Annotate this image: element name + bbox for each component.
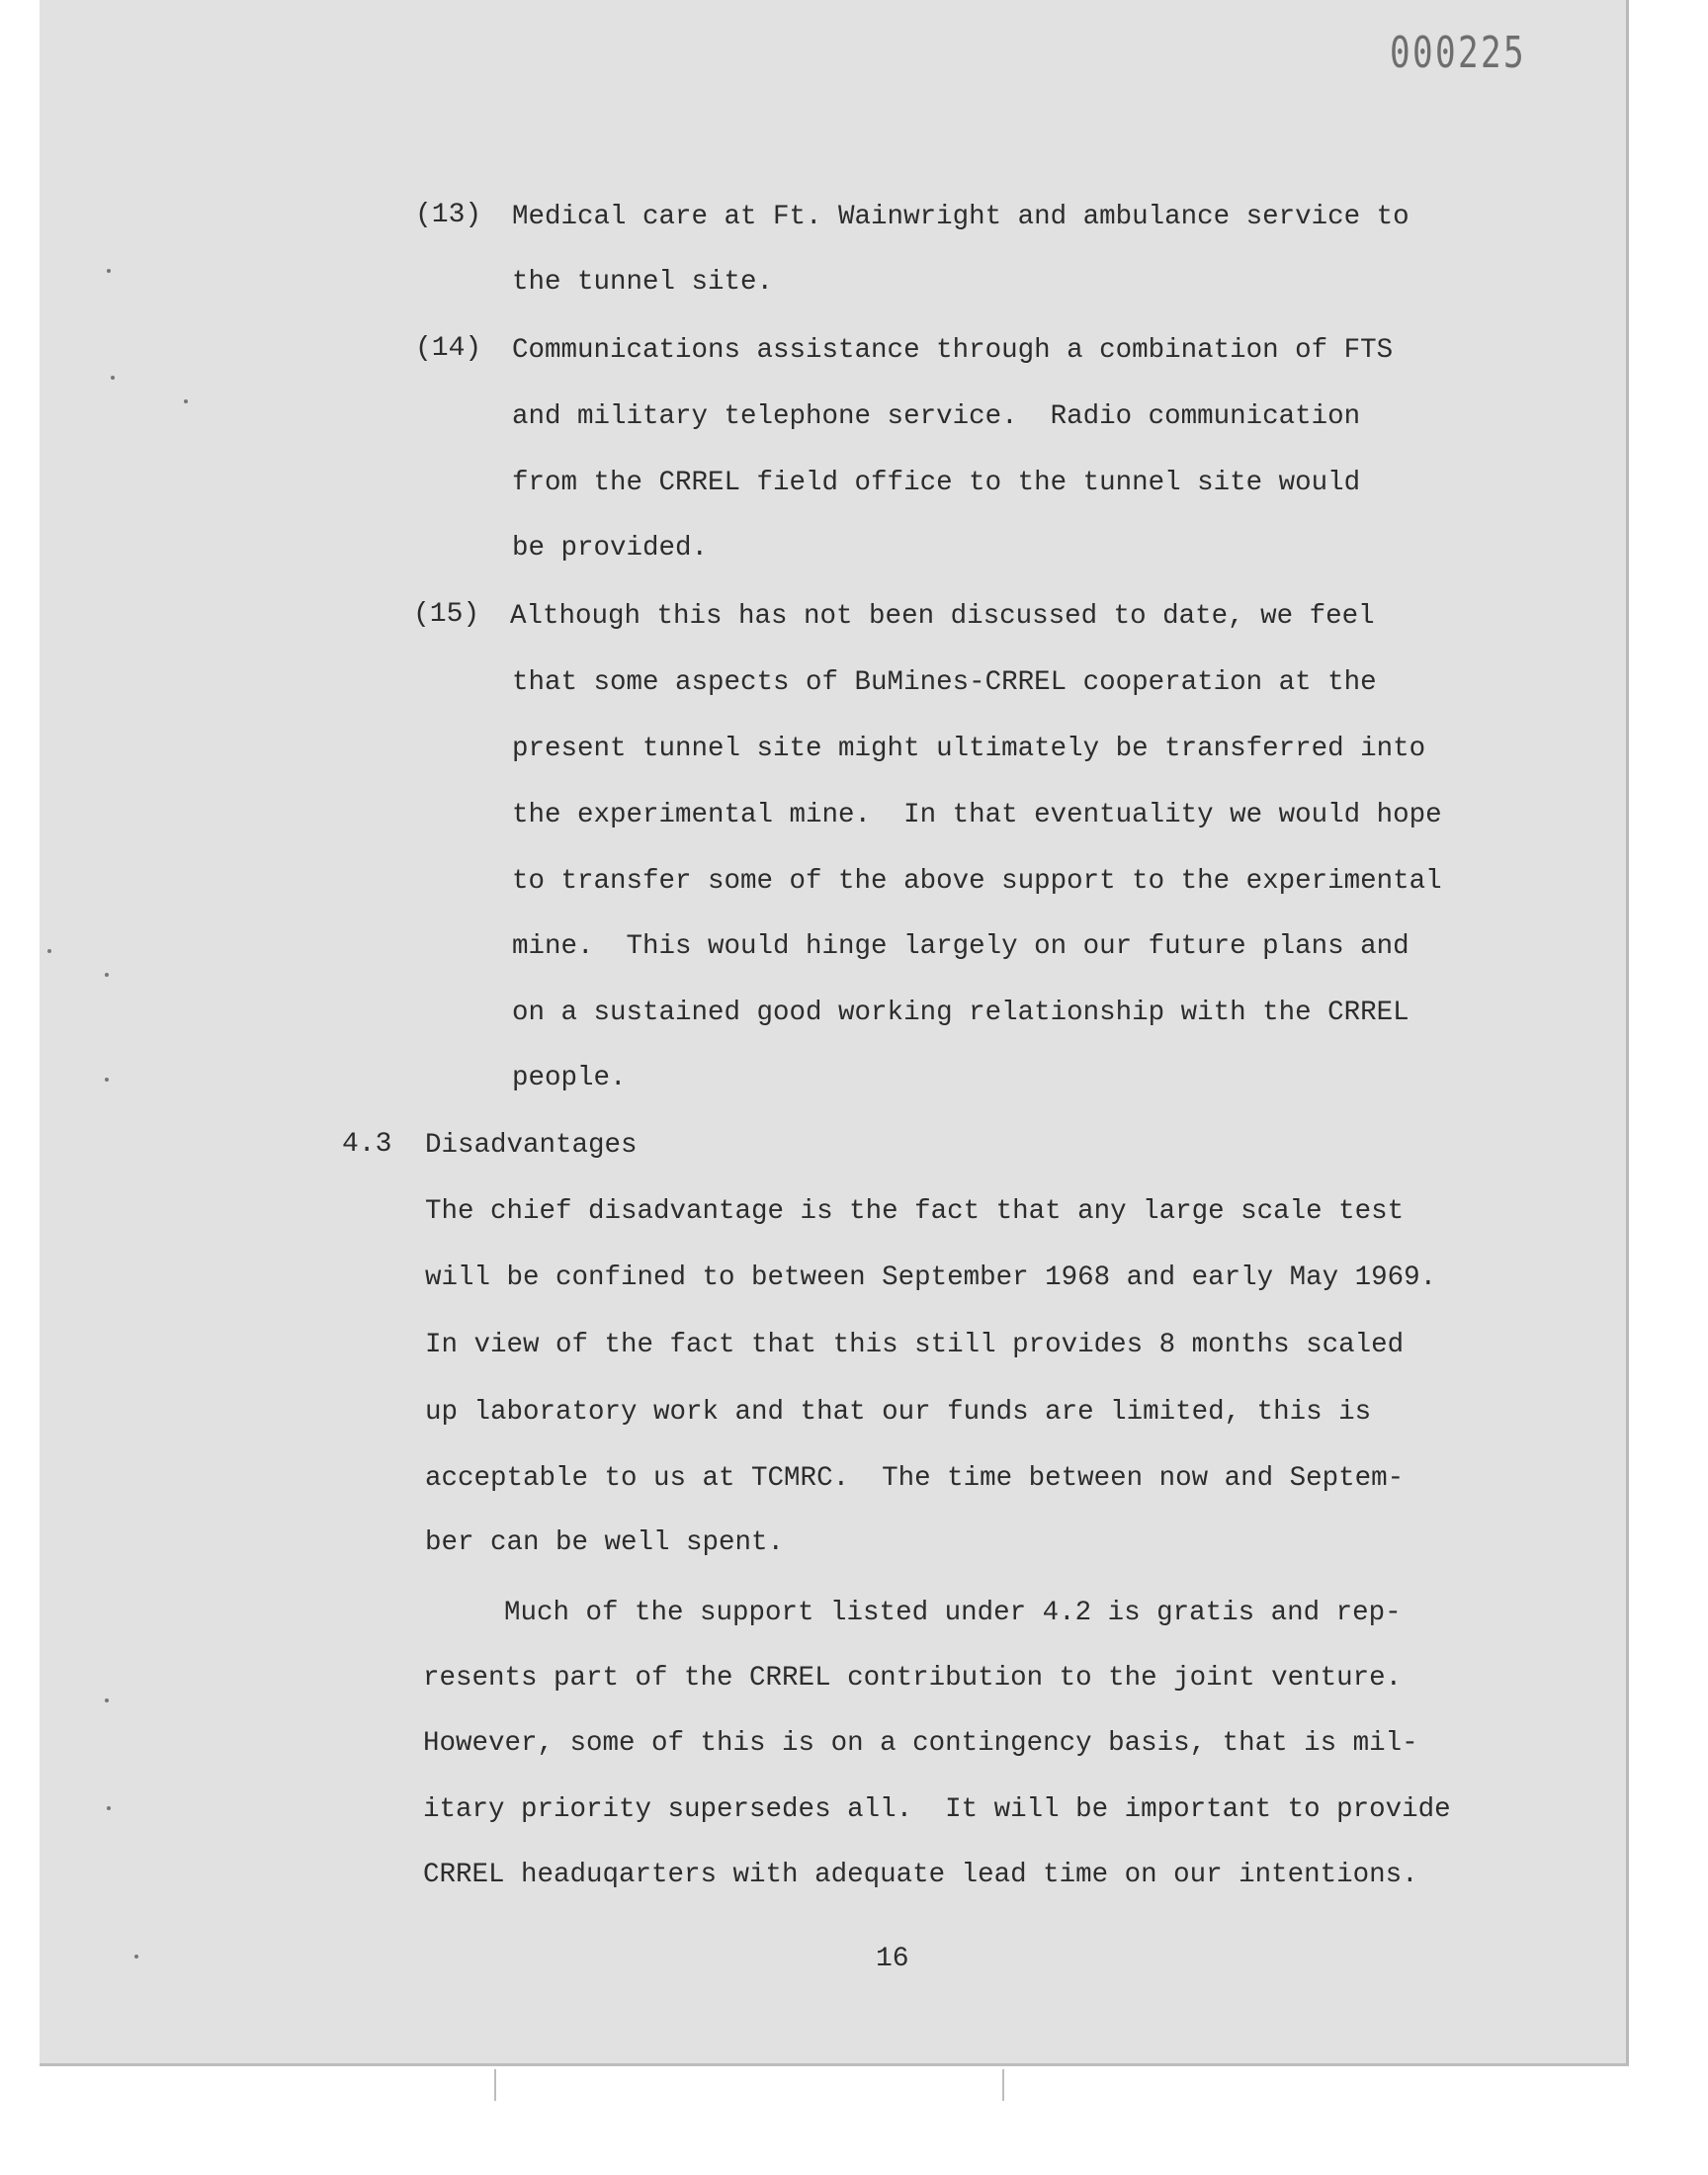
scan-speck xyxy=(107,1806,111,1810)
item-15-number: (15) xyxy=(413,599,480,630)
paragraph-1-line-6: ber can be well spent. xyxy=(425,1527,785,1558)
item-15-line-5: to transfer some of the above support to the experimental xyxy=(512,866,1442,897)
scan-speck xyxy=(47,949,51,953)
paragraph-1-line-1: The chief disadvantage is the fact that any large scale test xyxy=(425,1196,1405,1227)
scan-speck xyxy=(184,399,188,403)
item-14-line-2: and military telephone service. Radio communication xyxy=(512,401,1361,432)
section-number: 4.3 xyxy=(342,1129,392,1160)
item-14-line-1: Communications assistance through a combination of FTS xyxy=(512,335,1394,366)
document-number: 000225 xyxy=(1390,28,1527,78)
item-15-line-1: Although this has not been discussed to date, we feel xyxy=(510,601,1375,632)
page-edge-mark xyxy=(494,2069,496,2101)
paragraph-1-line-5: acceptable to us at TCMRC. The time between now and Septem- xyxy=(425,1463,1405,1494)
item-14-line-4: be provided. xyxy=(512,533,709,564)
page-number: 16 xyxy=(876,1944,909,1974)
paragraph-2-line-2: resents part of the CRREL contribution to the joint venture. xyxy=(423,1663,1403,1694)
item-14-line-3: from the CRREL field office to the tunnel site would xyxy=(512,468,1361,498)
paragraph-1-line-2: will be confined to between September 1968 and early May 1969. xyxy=(425,1262,1437,1293)
item-15-line-4: the experimental mine. In that eventuality we would hope xyxy=(512,800,1442,830)
item-15-line-2: that some aspects of BuMines-CRREL cooperation at the xyxy=(512,667,1377,698)
item-13-line-1: Medical care at Ft. Wainwright and ambulance service to xyxy=(512,202,1409,232)
scan-speck xyxy=(105,1078,109,1082)
paragraph-2-line-4: itary priority supersedes all. It will be important to provide xyxy=(423,1794,1451,1825)
paragraph-2-line-1: Much of the support listed under 4.2 is gratis and rep- xyxy=(504,1598,1402,1628)
item-13-line-2: the tunnel site. xyxy=(512,267,774,298)
paragraph-1-line-4: up laboratory work and that our funds are limited, this is xyxy=(425,1397,1372,1428)
item-15-line-6: mine. This would hinge largely on our future plans and xyxy=(512,931,1409,962)
section-title: Disadvantages xyxy=(425,1130,638,1161)
scan-speck xyxy=(134,1955,138,1958)
scan-speck xyxy=(111,376,115,380)
scan-speck xyxy=(105,1698,109,1702)
item-13-number: (13) xyxy=(415,200,482,230)
item-15-line-7: on a sustained good working relationship with the CRREL xyxy=(512,998,1409,1028)
item-15-line-8: people. xyxy=(512,1063,627,1093)
paragraph-2-line-5: CRREL headuqarters with adequate lead time on our intentions. xyxy=(423,1860,1418,1890)
page-edge-mark xyxy=(1002,2069,1004,2101)
scan-speck xyxy=(107,269,111,273)
paragraph-1-line-3: In view of the fact that this still provides 8 months scaled xyxy=(425,1330,1405,1360)
scan-speck xyxy=(105,973,109,977)
item-14-number: (14) xyxy=(415,333,482,364)
paragraph-2-line-3: However, some of this is on a contingency basis, that is mil- xyxy=(423,1728,1418,1759)
item-15-line-3: present tunnel site might ultimately be transferred into xyxy=(512,734,1426,764)
document-page xyxy=(40,0,1629,2066)
